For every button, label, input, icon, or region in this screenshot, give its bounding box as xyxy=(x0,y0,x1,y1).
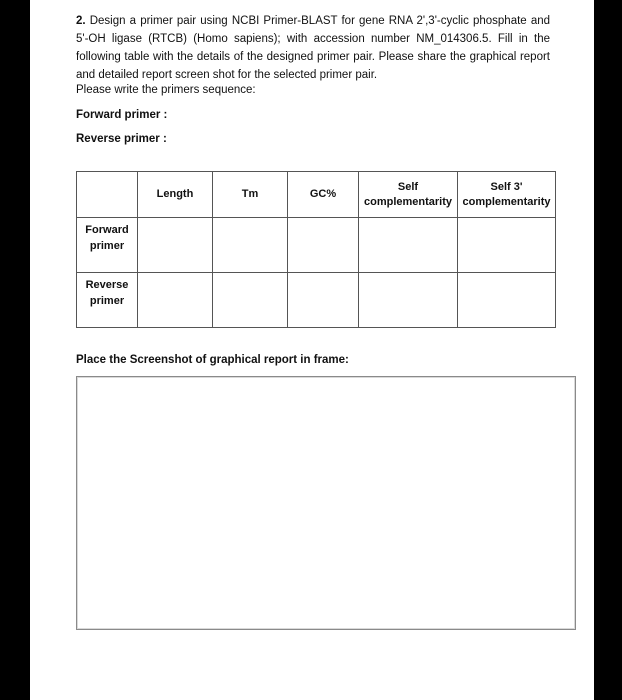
header-gc: GC% xyxy=(288,172,359,218)
primer-details-table xyxy=(76,171,556,328)
question-paragraph xyxy=(76,12,550,84)
forward-self-comp-cell[interactable] xyxy=(359,218,458,273)
reverse-self-comp-cell[interactable] xyxy=(359,273,458,328)
question-text: Design a primer pair using NCBI Primer-BLAST for gene RNA 2',3'-cyclic phosphate and 5'-OH ligase (RTCB) (Homo sapiens); with accession number NM_014306.5. Fill in the following table with the details of the designed primer pair. Please share the graphical report and detailed report screen shot for the selected primer pair. xyxy=(76,15,551,81)
header-self-complementarity: Self complementarity xyxy=(359,172,458,218)
row-label-forward: Forward primer xyxy=(77,218,138,273)
header-empty-cell xyxy=(77,172,138,218)
header-tm: Tm xyxy=(213,172,288,218)
table-header-row xyxy=(77,172,556,218)
forward-self3-comp-cell[interactable] xyxy=(458,218,556,273)
table-row xyxy=(77,218,556,273)
row-label-reverse: Reverse primer xyxy=(77,273,138,328)
screenshot-frame[interactable] xyxy=(76,376,576,630)
reverse-self3-comp-cell[interactable] xyxy=(458,273,556,328)
forward-primer-label: Forward primer : xyxy=(76,109,168,121)
header-self-3-complementarity: Self 3' complementarity xyxy=(458,172,556,218)
header-length: Length xyxy=(138,172,213,218)
document-page xyxy=(30,0,594,700)
reverse-gc-cell[interactable] xyxy=(288,273,359,328)
reverse-primer-label: Reverse primer : xyxy=(76,133,167,145)
forward-tm-cell[interactable] xyxy=(213,218,288,273)
table-row xyxy=(77,273,556,328)
frame-label: Place the Screenshot of graphical report in frame: xyxy=(76,354,349,366)
reverse-tm-cell[interactable] xyxy=(213,273,288,328)
forward-length-cell[interactable] xyxy=(138,218,213,273)
question-number: 2. xyxy=(76,15,86,27)
forward-gc-cell[interactable] xyxy=(288,218,359,273)
instruction-text: Please write the primers sequence: xyxy=(76,84,256,96)
reverse-length-cell[interactable] xyxy=(138,273,213,328)
